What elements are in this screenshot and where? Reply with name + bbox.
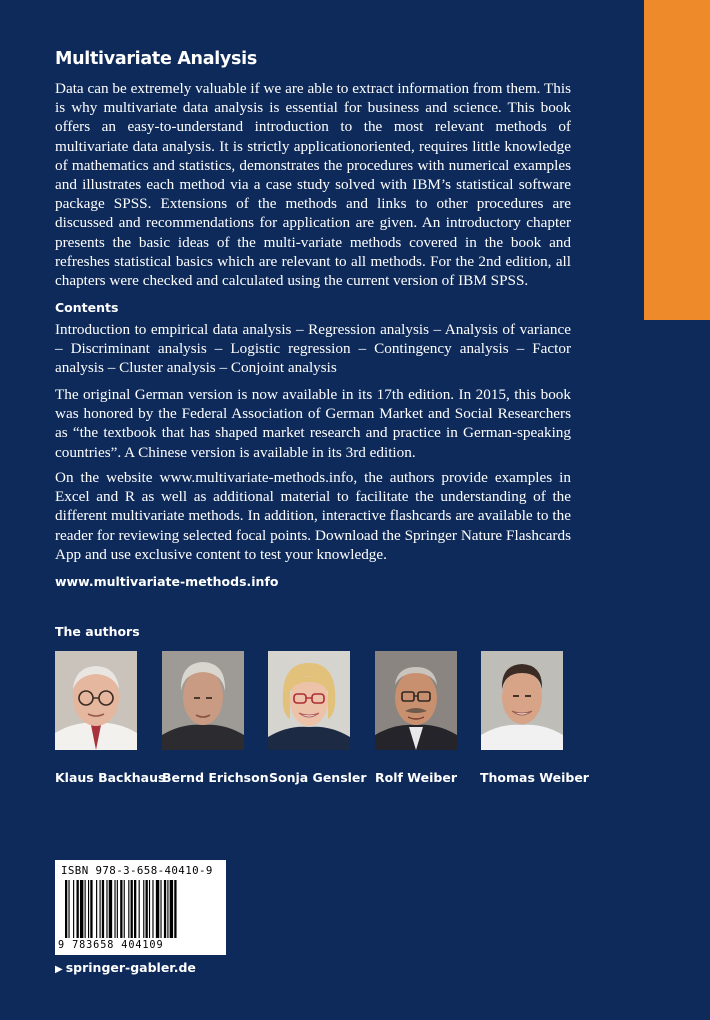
barcode-bar bbox=[124, 880, 125, 938]
barcode-bar bbox=[85, 880, 86, 938]
contents-text: Introduction to empirical data analysis – Regression analysis – Analysis of variance – Discriminant analysis – Logistic regression – Contingency analysis – Factor analysis – Cluster analysis – Conjoint analysis bbox=[55, 321, 571, 377]
barcode-bar bbox=[167, 880, 168, 938]
author-photo-sonja-gensler bbox=[268, 651, 350, 750]
barcode-bar bbox=[143, 880, 144, 938]
barcode-bar bbox=[109, 880, 112, 938]
barcode-bar bbox=[100, 880, 101, 938]
isbn-number: ISBN 978-3-658-40410-9 bbox=[61, 864, 213, 877]
barcode-bar bbox=[160, 880, 161, 938]
barcode-bar bbox=[131, 880, 133, 938]
german-edition-paragraph bbox=[55, 385, 571, 462]
website-paragraph bbox=[55, 468, 571, 564]
author-name-rolf-weiber: Rolf Weiber bbox=[375, 770, 457, 785]
contents-list bbox=[55, 320, 571, 378]
barcode-bars bbox=[65, 880, 217, 938]
barcode-bar bbox=[149, 880, 150, 938]
barcode-bar bbox=[128, 880, 129, 938]
author-photo-bernd-erichson bbox=[162, 651, 244, 750]
barcode-bar bbox=[134, 880, 136, 938]
barcode-bar bbox=[170, 880, 173, 938]
author-name-sonja-gensler: Sonja Gensler bbox=[269, 770, 367, 785]
barcode-bar bbox=[174, 880, 176, 938]
publisher-url: springer-gabler.de bbox=[65, 960, 196, 975]
barcode-bar bbox=[106, 880, 107, 938]
barcode-bar bbox=[156, 880, 159, 938]
publisher-link[interactable] bbox=[55, 960, 196, 975]
barcode-bar bbox=[88, 880, 89, 938]
barcode-bar bbox=[139, 880, 140, 938]
description-text: Data can be extremely valuable if we are able to extract information from them. This is why multivariate data analysis is essential for business and science. This book offers an easy-to-understand introduction to the most relevant methods of multivariate data analysis. It is strictly applicationoriented, requires little knowledge of mathematics and statistics, demonstrates the procedures with numerical examples and illustrates each method via a case study solved with IBM’s statistical software package SPSS. Extensions of the methods and links to other procedures are discussed and recommendations for application are given. An introductory chapter presents the basic ideas of the multi-variate methods covered in the book and refreshes statistical basics which are relevant to all methods. For the 2nd edition, all chapters were checked and calculated using the current version of IBM SPSS. bbox=[55, 80, 571, 290]
barcode-bar bbox=[152, 880, 153, 938]
barcode-bar bbox=[114, 880, 115, 938]
barcode-bar bbox=[96, 880, 97, 938]
authors-heading: The authors bbox=[55, 624, 140, 639]
barcode-bar bbox=[164, 880, 166, 938]
website-paragraph-text: On the website www.multivariate-methods.info, the authors provide examples in Excel and R as well as additional material to facilitate the understanding of the different multivariate methods. In addition, interactive flashcards are available to the reader for reviewing selected focal points. Download the Springer Nature Flashcards App and use exclusive content to test your knowledge. bbox=[55, 469, 571, 563]
ean-digits: 9 783658 404109 bbox=[58, 940, 164, 951]
author-photo-rolf-weiber bbox=[375, 651, 457, 750]
author-photo-klaus-backhaus bbox=[55, 651, 137, 750]
barcode-bar bbox=[90, 880, 92, 938]
author-name-bernd-erichson: Bernd Erichson bbox=[162, 770, 269, 785]
barcode-bar bbox=[68, 880, 69, 938]
book-description bbox=[55, 79, 571, 290]
barcode-bar bbox=[120, 880, 122, 938]
website-link[interactable]: www.multivariate-methods.info bbox=[55, 574, 279, 589]
barcode-bar bbox=[146, 880, 148, 938]
barcode-bar bbox=[65, 880, 67, 938]
orange-accent-tab bbox=[644, 0, 710, 320]
book-title: Multivariate Analysis bbox=[55, 49, 257, 69]
barcode-bar bbox=[73, 880, 74, 938]
barcode-bar bbox=[80, 880, 83, 938]
isbn-barcode bbox=[55, 860, 226, 955]
barcode-bar bbox=[117, 880, 118, 938]
arrow-right-icon: ▶ bbox=[55, 964, 63, 975]
author-photo-thomas-weiber bbox=[481, 651, 563, 750]
barcode-bar bbox=[77, 880, 79, 938]
contents-heading: Contents bbox=[55, 300, 119, 315]
author-name-klaus-backhaus: Klaus Backhaus bbox=[55, 770, 166, 785]
author-name-thomas-weiber: Thomas Weiber bbox=[480, 770, 589, 785]
german-edition-text: The original German version is now available in its 17th edition. In 2015, this book was honored by the Federal Association of German Market and Social Researchers as “the textbook that has shaped market research and practice in German-speaking countries”. A Chinese version is available in its 3rd edition. bbox=[55, 386, 571, 461]
barcode-bar bbox=[102, 880, 104, 938]
